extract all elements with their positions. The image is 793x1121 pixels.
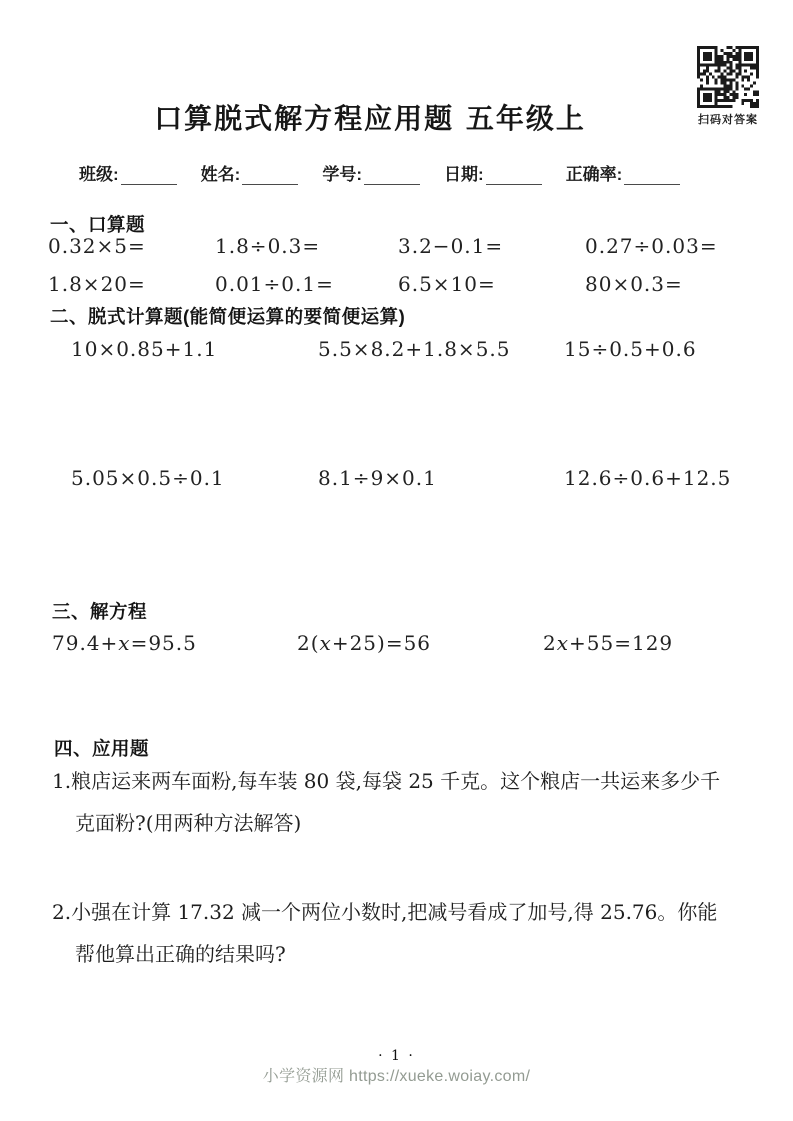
section-oral-heading: 一、口算题	[50, 214, 146, 235]
stepwise-problem: 15÷0.5+0.6	[564, 337, 697, 361]
stepwise-row-2	[71, 466, 731, 490]
equation: 2x+55=129	[543, 631, 674, 655]
stepwise-problem: 8.1÷9×0.1	[318, 466, 437, 490]
qr-caption: 扫码对答案	[698, 114, 758, 126]
blank-line	[121, 165, 177, 185]
section-word-problems-heading: 四、应用题	[54, 738, 150, 759]
blank-line	[242, 165, 298, 185]
field-student-id	[322, 160, 420, 185]
field-date	[444, 160, 542, 185]
equations-row	[52, 631, 673, 655]
stepwise-problem: 10×0.85+1.1	[71, 337, 218, 361]
oral-problem: 0.32×5=	[48, 234, 146, 258]
footer-site-link: 小学资源网 https://xueke.woiay.com/	[262, 1068, 531, 1085]
field-name-label: 姓名:	[200, 165, 241, 184]
equation: 2(x+25)=56	[297, 631, 432, 655]
equation: 79.4+x=95.5	[52, 631, 197, 655]
word-problem-2-line-1: 2.小强在计算 17.32 减一个两位小数时,把减号看成了加号,得 25.76。你能	[52, 900, 718, 924]
field-date-label: 日期:	[444, 165, 484, 184]
header-fields-row	[79, 160, 680, 185]
word-problem-1	[52, 760, 752, 844]
field-class-label: 班级:	[79, 165, 119, 184]
word-problem-2	[52, 891, 752, 975]
page-title: 口算脱式解方程应用题 五年级上	[154, 102, 586, 135]
word-problem-2-line-2: 帮他算出正确的结果吗?	[75, 942, 286, 966]
oral-problem: 80×0.3=	[585, 272, 683, 296]
field-accuracy	[566, 160, 681, 185]
oral-problem: 1.8÷0.3=	[215, 234, 321, 258]
field-student-id-label: 学号:	[322, 165, 363, 184]
oral-problems-grid	[48, 234, 718, 310]
section-stepwise-heading: 二、脱式计算题(能简便运算的要简便运算)	[50, 306, 406, 327]
word-problem-1-line-2: 克面粉?(用两种方法解答)	[75, 811, 302, 835]
stepwise-problem: 5.05×0.5÷0.1	[71, 466, 225, 490]
stepwise-problem: 5.5×8.2+1.8×5.5	[318, 337, 511, 361]
oral-problem: 3.2−0.1=	[398, 234, 504, 258]
field-class	[79, 160, 177, 185]
stepwise-row-1	[71, 337, 697, 361]
field-accuracy-label: 正确率:	[565, 165, 623, 184]
page-number: · 1 ·	[378, 1048, 415, 1064]
oral-problem: 0.27÷0.03=	[585, 234, 718, 258]
oral-problem: 6.5×10=	[398, 272, 496, 296]
blank-line	[364, 165, 420, 185]
stepwise-problem: 12.6÷0.6+12.5	[564, 466, 732, 490]
section-equations-heading: 三、解方程	[52, 601, 148, 622]
oral-problem: 0.01÷0.1=	[215, 272, 334, 296]
field-name	[201, 160, 299, 185]
blank-line	[624, 165, 680, 185]
word-problem-1-line-1: 1.粮店运来两车面粉,每车装 80 袋,每袋 25 千克。这个粮店一共运来多少千	[52, 769, 721, 793]
blank-line	[486, 165, 542, 185]
oral-problem: 1.8×20=	[48, 272, 146, 296]
